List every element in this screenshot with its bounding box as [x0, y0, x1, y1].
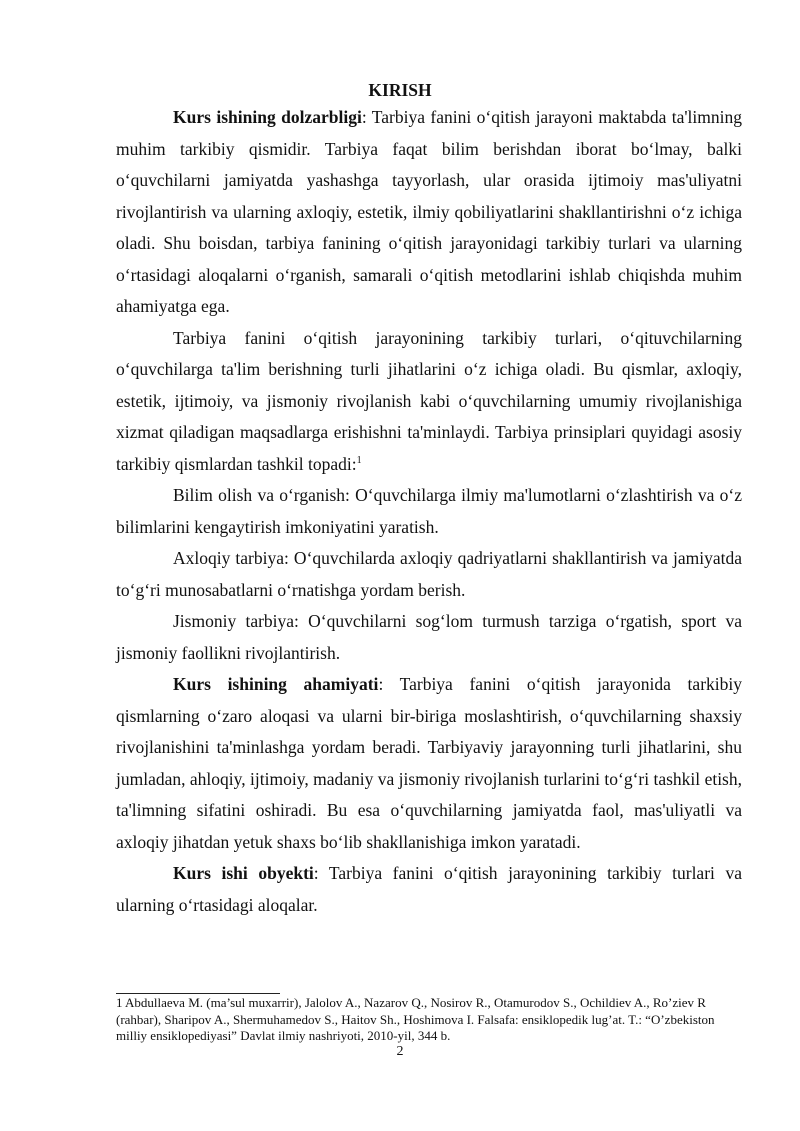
body-text: [116, 102, 742, 921]
paragraph-text: Bilim olish va o‘rganish: O‘quvchilarga ilmiy ma'lumotlarni o‘zlashtirish va o‘z bilimlarini kengaytirish imkoniyatini yaratish.: [116, 485, 742, 537]
paragraph-text: : Tarbiya fanini o‘qitish jarayoni maktabda ta'limning muhim tarkibiy qismidir. Tarbiya faqat bilim berishdan iborat bo‘lmay, balki o‘quvchilarni jamiyatda yashashga tayyorlash, ular orasida ijtimoiy mas'uliyatni rivojlantirish va ularning axloqiy, estetik, ilmiy qobiliyatlarini shakllantirishni o‘z ichiga oladi. Shu boisdan, tarbiya fanining o‘qitish jarayonidagi tarkibiy turlari va ularning o‘rtasidagi aloqalarni o‘rganish, samarali o‘qitish metodlarini ishlab chiqishda muhim ahamiyatga ega.: [116, 107, 743, 316]
paragraph-lead: Kurs ishi obyekti: [173, 863, 314, 883]
paragraph-importance: [116, 669, 742, 858]
paragraph-object: [116, 858, 742, 921]
paragraph-knowledge: [116, 480, 742, 543]
paragraph-text: Axloqiy tarbiya: O‘quvchilarda axloqiy qadriyatlarni shakllantirish va jamiyatda to‘g‘ri munosabatlarni o‘rnatishga yordam berish.: [116, 548, 742, 600]
page-number: 2: [396, 1044, 404, 1059]
footnote: 1 Abdullaeva M. (ma’sul muxarrir), Jalolov A., Nazarov Q., Nosirov R., Otamurodov S., Ochildiev A., Ro’ziev R (rahbar), Sharipov A., Shermuhamedov S., Haitov Sh., Hoshimova I. Falsafa: ensiklopedik lug’at. T.: “O’zbekiston milliy ensiklopediyasi” Davlat ilmiy nashriyoti, 2010-yil, 344 b.: [116, 995, 715, 1043]
page-heading: KIRISH: [368, 80, 432, 100]
paragraph-text: Tarbiya fanini o‘qitish jarayonining tarkibiy turlari, o‘qituvchilarning o‘quvchilarga ta'lim berishning turli jihatlarini o‘z ichiga oladi. Bu qismlar, axloqiy, estetik, ijtimoiy, va jismoniy rivojlanish kabi o‘quvchilarning umumiy rivojlanishiga xizmat qiladigan maqsadlarga erishishni ta'minlaydi. Tarbiya prinsiplari quyidagi asosiy tarkibiy qismlardan tashkil topadi:: [116, 327, 742, 474]
paragraph-components: [116, 323, 742, 481]
paragraph-relevance: [116, 102, 742, 323]
paragraph-text: : Tarbiya fanini o‘qitish jarayonining tarkibiy turlari va ularning o‘rtasidagi aloqalar.: [116, 863, 742, 915]
paragraph-lead: Kurs ishining dolzarbligi: [173, 107, 362, 127]
paragraph-physical: [116, 606, 742, 669]
footnote-reference[interactable]: 1: [356, 454, 362, 466]
footnote-separator: [116, 993, 280, 994]
paragraph-text: Jismoniy tarbiya: O‘quvchilarni sog‘lom turmush tarziga o‘rgatish, sport va jismoniy faollikni rivojlantirish.: [116, 611, 742, 663]
paragraph-moral: [116, 543, 742, 606]
paragraph-text: : Tarbiya fanini o‘qitish jarayonida tarkibiy qismlarning o‘zaro aloqasi va ularni bir-biriga moslashtirish, o‘quvchilarning shaxsiy rivojlanishini ta'minlashga yordam beradi. Tarbiyaviy jarayonning turli jihatlarini, shu jumladan, ahloqiy, ijtimoiy, madaniy va jismoniy rivojlanish turlarini to‘g‘ri tashkil etish, ta'limning sifatini oshiradi. Bu esa o‘quvchilarning jamiyatda faol, mas'uliyatli va axloqiy jihatdan yetuk shaxs bo‘lib shakllanishiga imkon yaratadi.: [116, 674, 742, 852]
paragraph-lead: Kurs ishining ahamiyati: [173, 674, 379, 694]
